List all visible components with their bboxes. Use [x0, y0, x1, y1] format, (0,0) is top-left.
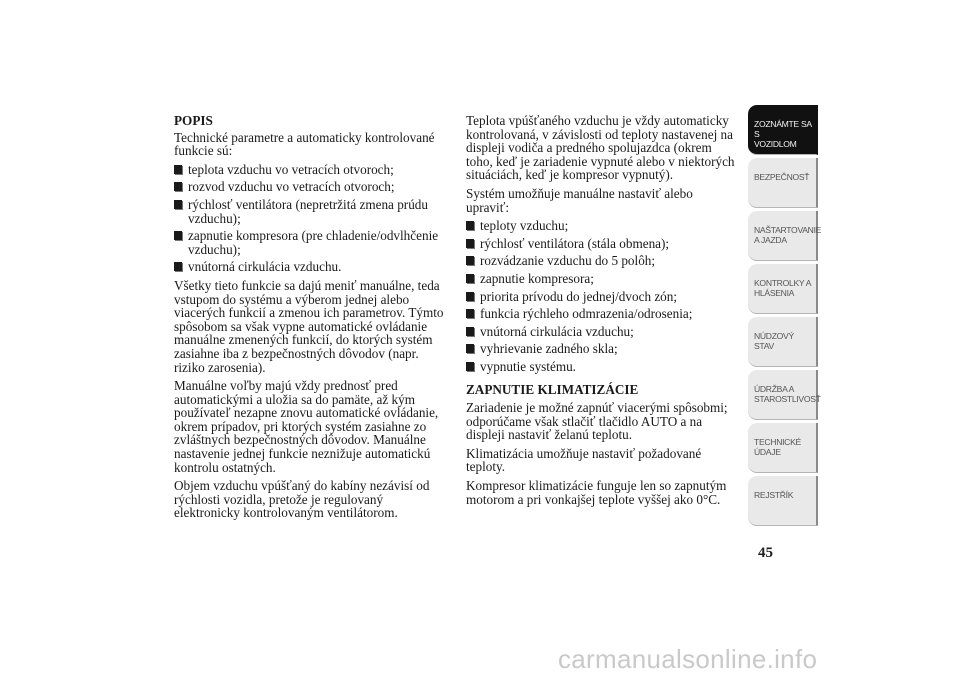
auto-functions-list — [174, 163, 449, 274]
checkbox-bullet-icon — [466, 309, 474, 318]
list-item: rozvádzanie vzduchu do 5 polôh; — [466, 254, 738, 268]
checkbox-bullet-icon — [466, 239, 474, 248]
paragraph: Klimatizácia umožňuje nastaviť požadované teploty. — [466, 445, 702, 475]
paragraph: Teplota vpúšťaného vzduchu je vždy automaticky kontrolovaná, v závislosti od teploty nastavenej na displeji vodiča a predného spolujazdca (okrem toho, keď je zariadenie vypnuté alebo v niektorých situáciách, keď je kompresor vypnutý). — [466, 113, 735, 183]
manual-functions-list — [466, 219, 738, 373]
checkbox-bullet-icon — [466, 362, 474, 371]
tab-nastartovanie-a-jazda[interactable]: NAŠTARTOVANIE A JAZDA — [748, 211, 818, 261]
tab-technicke-udaje[interactable]: TECHNICKÉ ÚDAJE — [748, 423, 818, 473]
checkbox-bullet-icon — [174, 262, 182, 271]
list-item: vnútorná cirkulácia vzduchu; — [466, 325, 738, 339]
list-item: vnútorná cirkulácia vzduchu. — [174, 260, 449, 274]
list-item: rýchlosť ventilátora (stála obmena); — [466, 237, 738, 251]
tab-udrzba-a-starostlivost[interactable]: ÚDRŽBA A STAROSTLIVOSŤ — [748, 370, 818, 420]
right-column — [466, 114, 738, 511]
watermark: carmanualsonline.info — [558, 644, 818, 674]
checkbox-bullet-icon — [466, 292, 474, 301]
tab-bezpecnost[interactable]: BEZPEČNOSŤ — [748, 158, 818, 208]
checkbox-bullet-icon — [466, 274, 474, 283]
paragraph: Systém umožňuje manuálne nastaviť alebo upraviť: — [466, 185, 693, 215]
list-item: zapnutie kompresora (pre chladenie/odvlhčenie vzduchu); — [174, 229, 449, 256]
intro-text: Technické parametre a automaticky kontrolované funkcie sú: — [174, 129, 435, 159]
list-item: rozvod vzduchu vo vetracích otvoroch; — [174, 180, 449, 194]
list-item: priorita prívodu do jednej/dvoch zón; — [466, 290, 738, 304]
list-item: rýchlosť ventilátora (nepretržitá zmena prúdu vzduchu); — [174, 198, 449, 225]
checkbox-bullet-icon — [174, 231, 182, 240]
tab-zoznamte-sa-s-vozidlom[interactable]: ZOZNÁMTE SA S VOZIDLOM — [748, 105, 818, 155]
paragraph: Kompresor klimatizácie funguje len so zapnutým motorom a pri vonkajšej teplote vyššej ako 0°C. — [466, 478, 727, 507]
checkbox-bullet-icon — [466, 327, 474, 336]
list-item: vypnutie systému. — [466, 360, 738, 374]
paragraph: Zariadenie je možné zapnúť viacerými spôsobmi; odporúčame však stlačiť tlačidlo AUTO a na displeji nastaviť želanú teplotu. — [466, 400, 728, 443]
paragraph: Objem vzduchu vpúšťaný do kabíny nezávisí od rýchlosti vozidla, pretože je regulovaný elektronicky kontrolovaným ventilátorom. — [174, 478, 430, 521]
section-heading-popis: POPIS — [174, 113, 213, 128]
list-item: teplota vzduchu vo vetracích otvoroch; — [174, 163, 449, 177]
checkbox-bullet-icon — [174, 200, 182, 209]
list-item: zapnutie kompresora; — [466, 272, 738, 286]
checkbox-bullet-icon — [466, 344, 474, 353]
tab-rejstrik[interactable]: REJSTŘÍK — [748, 476, 818, 526]
chapter-tabs — [748, 105, 822, 529]
paragraph: Manuálne voľby majú vždy prednosť pred automatickými a uložia sa do pamäte, až kým používateľ nezapne znovu automatické ovládanie, okrem prípadov, pri ktorých systém zasiahne zo zvláštnych bezpečnostných dôvodov. Manuálne nastavenie jednej funkcie neznižuje automatickú kontrolu ostatných. — [174, 378, 439, 475]
checkbox-bullet-icon — [174, 165, 182, 174]
list-item: teploty vzduchu; — [466, 219, 738, 233]
tab-kontrolky-a-hlasenia[interactable]: KONTROLKY A HLÁSENIA — [748, 264, 818, 314]
list-item: vyhrievanie zadného skla; — [466, 342, 738, 356]
checkbox-bullet-icon — [466, 221, 474, 230]
section-heading-zapnutie: ZAPNUTIE KLIMATIZÁCIE — [466, 381, 639, 397]
list-item: funkcia rýchleho odmrazenia/odrosenia; — [466, 307, 738, 321]
paragraph: Všetky tieto funkcie sa dajú meniť manuálne, teda vstupom do systému a výberom jednej alebo viacerých funkcií a zmenou ich parametrov. Týmto spôsobom sa však vypne automatické ovládanie manuálne zmenených funkcií, do ktorých systém zasiahne iba z bezpečnostných dôvodov (napr. riziko zarosenia). — [174, 277, 444, 375]
checkbox-bullet-icon — [174, 182, 182, 191]
tab-nudzovy-stav[interactable]: NÚDZOVÝ STAV — [748, 317, 818, 367]
left-column — [174, 114, 449, 525]
page-number: 45 — [758, 545, 773, 561]
checkbox-bullet-icon — [466, 256, 474, 265]
